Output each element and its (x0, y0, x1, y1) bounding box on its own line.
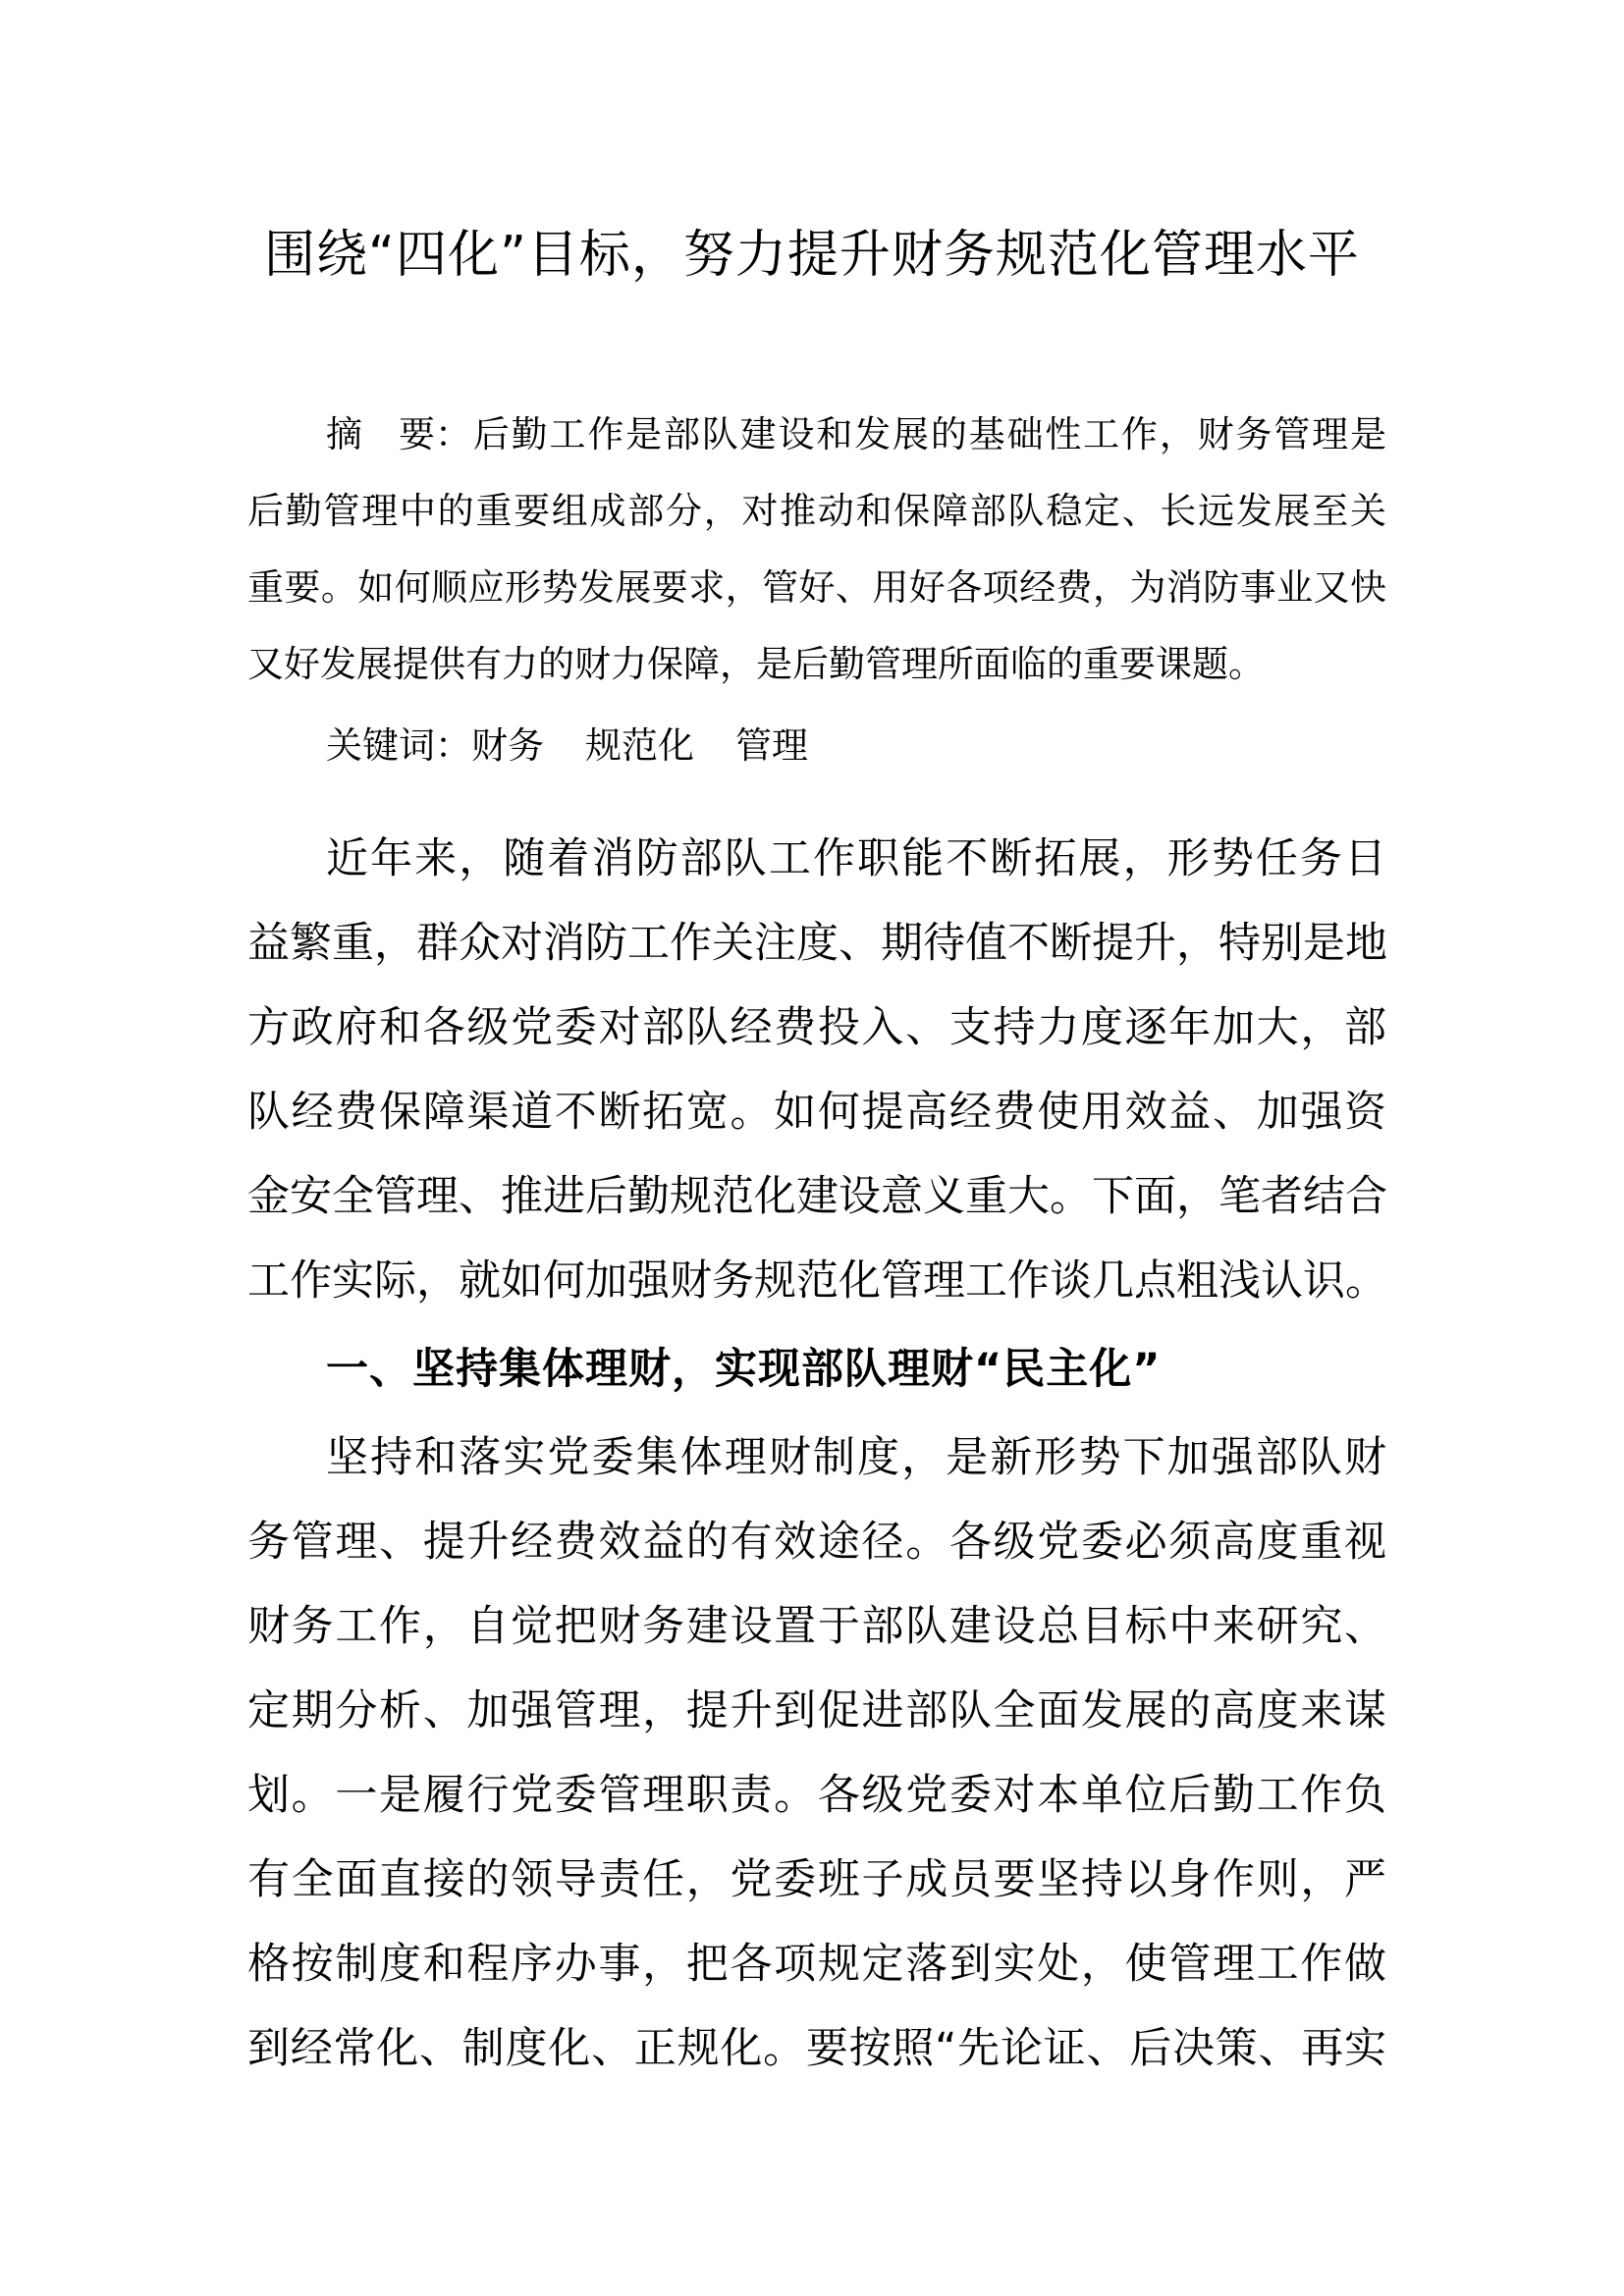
abstract-line-2: 后勤管理中的重要组成部分，对推动和保障部队稳定、长远发展至关 (247, 490, 1386, 532)
abstract-label: 摘 要： (326, 413, 471, 455)
intro-line-4: 队经费保障渠道不断拓宽。如何提高经费使用效益、加强资 (247, 1088, 1386, 1137)
keyword-item: 财务 (471, 724, 544, 767)
keyword-item: 规范化 (585, 724, 694, 767)
section1-line-1: 坚持和落实党委集体理财制度，是新形势下加强部队财 (326, 1433, 1386, 1482)
section1-line-4: 定期分析、加强管理，提升到促进部队全面发展的高度来谋 (247, 1686, 1386, 1735)
abstract-line-4: 又好发展提供有力的财力保障，是后勤管理所面临的重要课题。 (247, 643, 1265, 685)
section1-line-3: 财务工作，自觉把财务建设置于部队建设总目标中来研究、 (247, 1602, 1386, 1651)
abstract-line-1 (326, 410, 1386, 459)
keyword-item: 管理 (735, 724, 808, 767)
section-heading: 一、坚持集体理财，实现部队理财“民主化” (326, 1345, 1162, 1394)
intro-line-5: 金安全管理、推进后勤规范化建设意义重大。下面，笔者结合 (247, 1172, 1387, 1221)
intro-line-1: 近年来，随着消防部队工作职能不断拓展，形势任务日 (326, 834, 1386, 883)
section1-line-5: 划。一是履行党委管理职责。各级党委对本单位后勤工作负 (247, 1771, 1386, 1820)
document-title: 围绕“四化”目标，努力提升财务规范化管理水平 (264, 226, 1360, 285)
section1-line-8: 到经常化、制度化、正规化。要按照“先论证、后决策、再实 (247, 2024, 1386, 2073)
intro-line-2: 益繁重，群众对消防工作关注度、期待值不断提升，特别是地 (247, 919, 1387, 968)
abstract-text-1: 后勤工作是部队建设和发展的基础性工作，财务管理是 (471, 413, 1386, 455)
intro-line-6: 工作实际，就如何加强财务规范化管理工作谈几点粗浅认识。 (247, 1256, 1387, 1306)
keywords-line (326, 721, 808, 771)
section1-line-7: 格按制度和程序办事，把各项规定落到实处，使管理工作做 (247, 1940, 1386, 1989)
section1-line-6: 有全面直接的领导责任，党委班子成员要坚持以身作则，严 (247, 1855, 1386, 1904)
keywords-label: 关键词： (326, 724, 471, 767)
section1-line-2: 务管理、提升经费效益的有效途径。各级党委必须高度重视 (247, 1518, 1386, 1567)
abstract-line-3: 重要。如何顺应形势发展要求，管好、用好各项经费，为消防事业又快 (247, 566, 1386, 609)
intro-line-3: 方政府和各级党委对部队经费投入、支持力度逐年加大，部 (247, 1003, 1386, 1052)
